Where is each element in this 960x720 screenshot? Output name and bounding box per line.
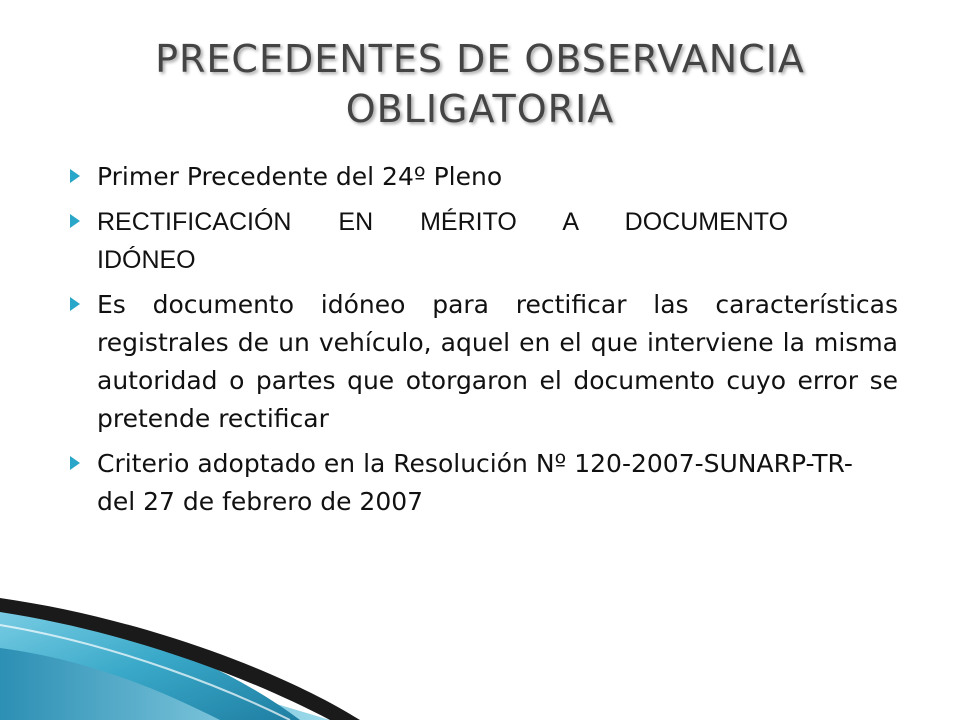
swoosh-teal-upper — [0, 600, 300, 720]
title-line-2: OBLIGATORIA — [345, 87, 615, 131]
title-line-1: PRECEDENTES DE OBSERVANCIA — [155, 37, 805, 81]
bullet-item — [70, 286, 898, 438]
swoosh-white-line — [0, 625, 290, 720]
bullet-text: Criterio adoptado en la Resolución Nº 120-2007-SUNARP-TR- del 27 de febrero de 2007 — [97, 449, 853, 516]
bullet-text — [97, 203, 898, 279]
arrow-bullet-icon — [70, 297, 80, 311]
bullet-item — [70, 203, 898, 279]
arrow-bullet-icon — [70, 456, 80, 470]
swoosh-dark-band — [0, 598, 360, 720]
bullet-text-line-1: RECTIFICACIÓN EN MÉRITO A DOCUMENTO — [97, 208, 789, 236]
arrow-bullet-icon — [70, 169, 80, 183]
bullet-list — [70, 158, 898, 528]
bullet-item — [70, 445, 898, 521]
bullet-text: Es documento idóneo para rectificar las características registrales de un vehículo, aquel en el que interviene la misma autoridad o partes que otorgaron el documento cuyo error se pretende rectificar — [97, 290, 898, 433]
arrow-bullet-icon — [70, 214, 80, 228]
swoosh-teal-lower — [0, 640, 330, 720]
slide-title — [100, 34, 860, 134]
bullet-text: Primer Precedente del 24º Pleno — [97, 162, 503, 191]
bullet-item — [70, 158, 898, 196]
bullet-text-line-2: IDÓNEO — [97, 246, 196, 274]
